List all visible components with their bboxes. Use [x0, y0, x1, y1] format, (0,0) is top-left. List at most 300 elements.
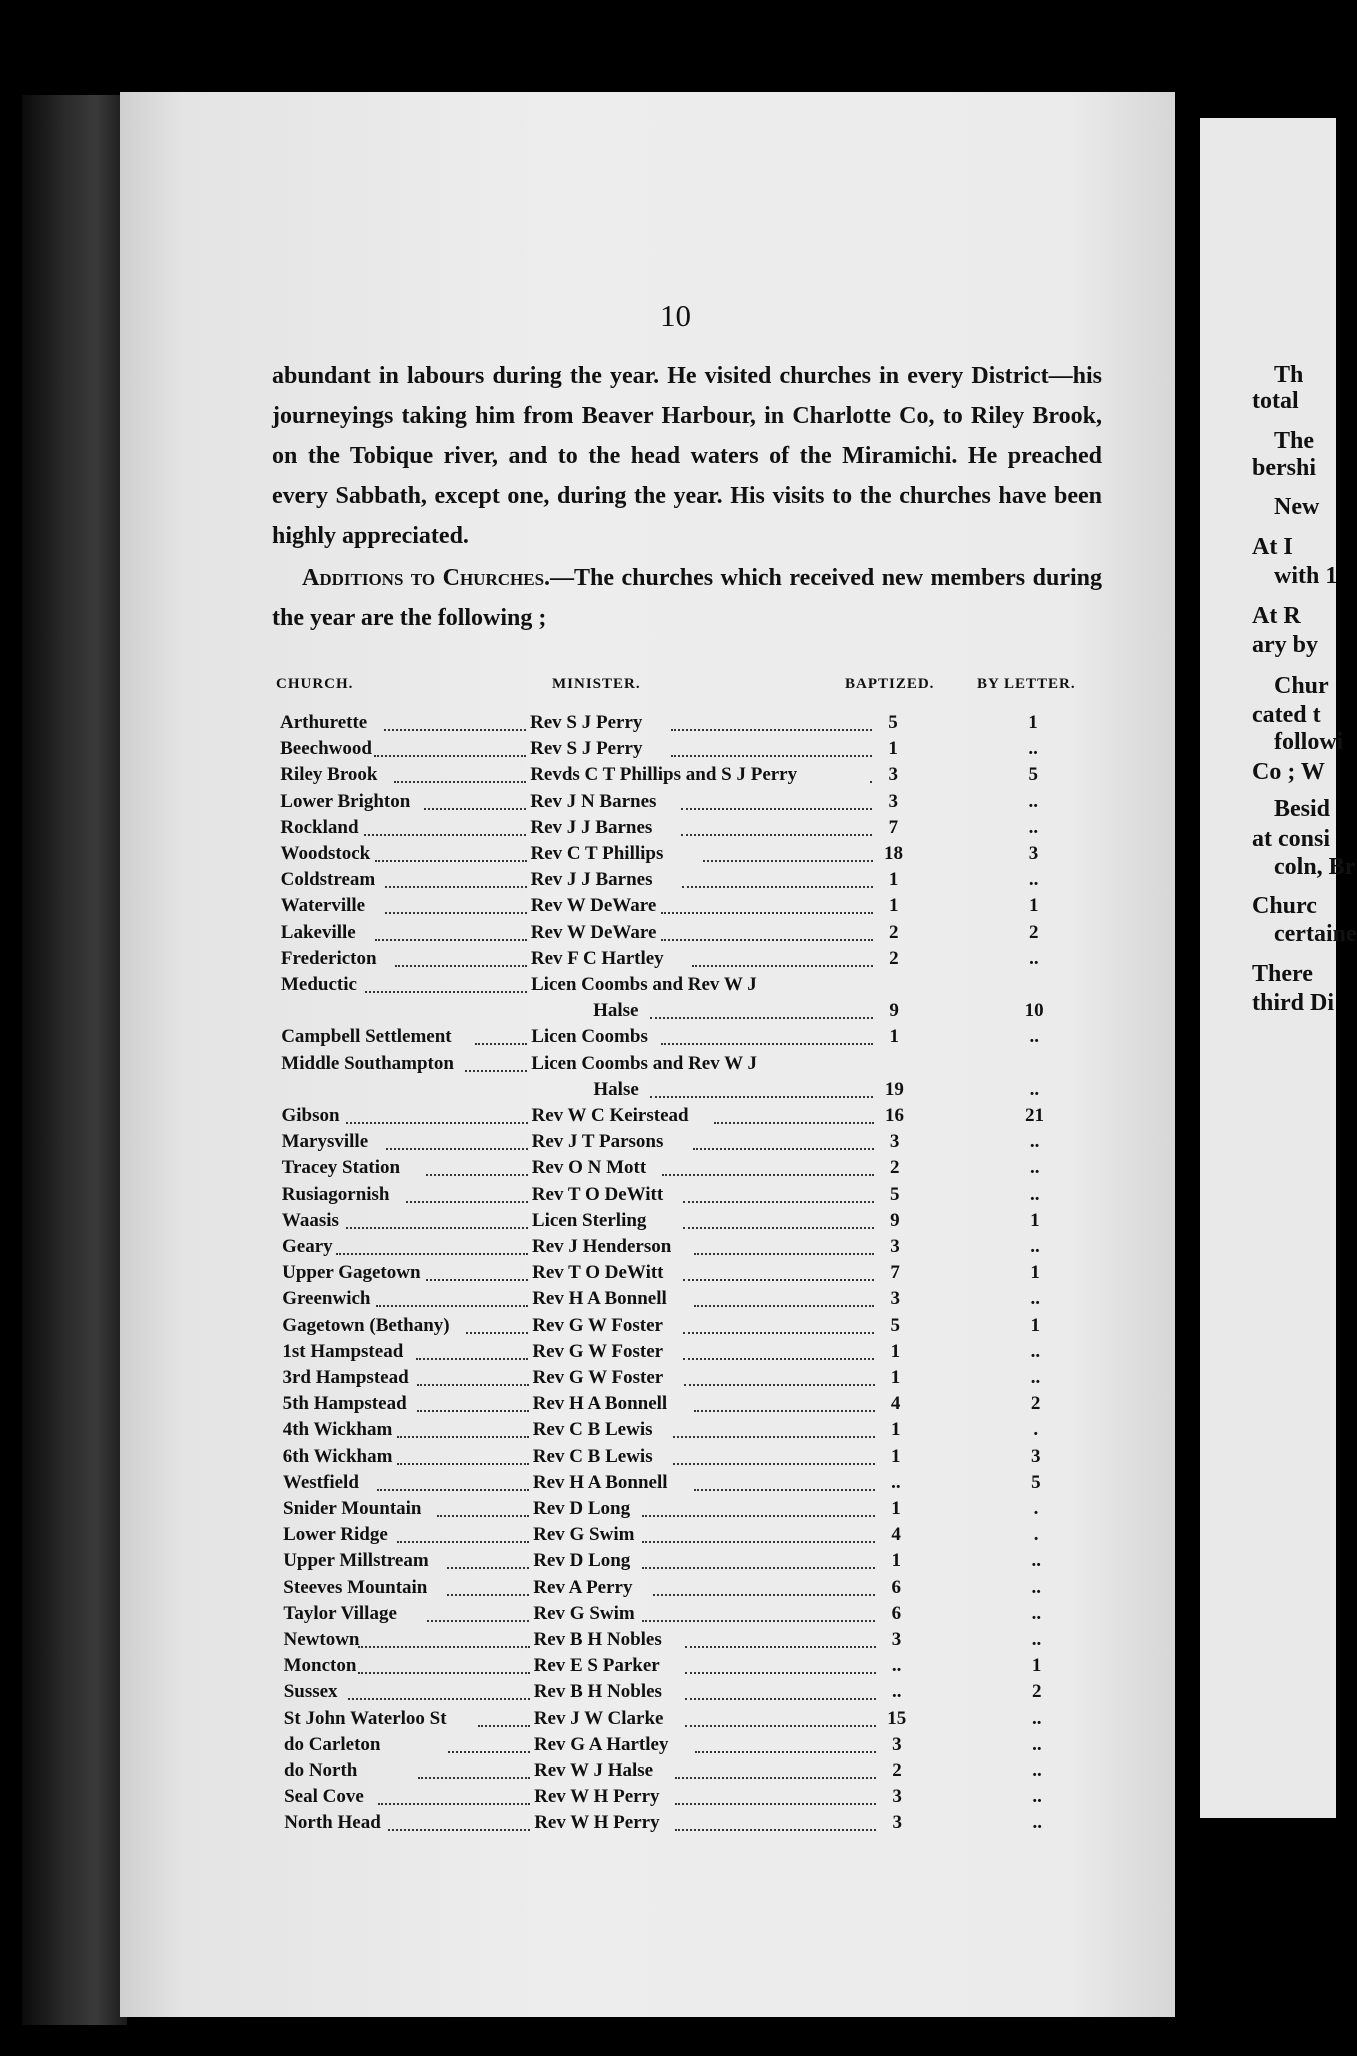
minister-cell: Rev H A Bonnell	[532, 1471, 668, 1493]
table-row	[284, 1760, 1104, 1786]
dot-leader	[870, 781, 872, 783]
minister-cell: Rev B H Nobles	[533, 1681, 662, 1703]
table-row	[281, 843, 1101, 869]
church-cell: 6th Wickham	[282, 1445, 393, 1467]
dot-leader	[661, 939, 873, 941]
minister-cell: Rev W DeWare	[530, 921, 657, 943]
baptized-cell: 3	[892, 1812, 902, 1834]
baptized-cell: 9	[889, 1000, 899, 1022]
dot-leader	[397, 1463, 529, 1465]
header-minister: MINISTER.	[552, 676, 641, 692]
table-row	[284, 1681, 1104, 1707]
church-cell: 3rd Hampstead	[282, 1367, 409, 1388]
minister-cell: Halse	[593, 1078, 639, 1100]
table-row	[283, 1577, 1103, 1603]
baptized-cell: 3	[892, 1786, 902, 1808]
dot-leader	[416, 1358, 528, 1360]
baptized-cell: 9	[890, 1209, 900, 1231]
by-letter-cell: 2	[1030, 1393, 1041, 1415]
right-page-fragment: Churc	[1252, 893, 1317, 919]
by-letter-cell: 3	[1031, 1445, 1041, 1467]
book-binding	[22, 95, 127, 2025]
minister-cell: Rev E S Parker	[533, 1655, 660, 1677]
header-by-letter: BY LETTER.	[977, 676, 1076, 692]
by-letter-cell: 1	[1030, 1209, 1040, 1231]
by-letter-cell: ..	[1032, 1733, 1042, 1755]
church-cell: Steeves Mountain	[283, 1576, 428, 1598]
table-row	[283, 1603, 1103, 1629]
baptized-cell: 3	[890, 1288, 900, 1310]
table-row	[281, 869, 1101, 895]
table-row	[282, 1131, 1102, 1157]
minister-cell: Licen Sterling	[531, 1209, 647, 1231]
church-cell: Greenwich	[282, 1288, 371, 1310]
right-page-edge	[1200, 118, 1357, 1818]
baptized-cell: 1	[891, 1445, 901, 1467]
dot-leader	[683, 1201, 874, 1203]
right-page-fragment: total	[1252, 388, 1299, 414]
minister-cell: Rev G Swim	[533, 1602, 635, 1624]
church-cell: Beechwood	[280, 738, 372, 760]
right-page-fragment: Th	[1274, 362, 1304, 388]
minister-cell: Rev B H Nobles	[533, 1629, 662, 1650]
minister-cell: Rev C T Phillips	[530, 843, 664, 864]
table-row	[280, 817, 1100, 843]
minister-cell: Rev C B Lewis	[532, 1445, 653, 1467]
dot-leader	[348, 1698, 530, 1700]
minister-cell: Rev J J Barnes	[530, 869, 653, 891]
right-page-fragment: Chur	[1274, 673, 1329, 699]
by-letter-cell: ..	[1032, 1707, 1042, 1729]
minister-cell: Rev G W Foster	[532, 1340, 664, 1362]
dot-leader	[358, 1646, 530, 1648]
minister-cell: Rev G W Foster	[532, 1314, 663, 1336]
by-letter-cell: ..	[1030, 1367, 1041, 1388]
baptized-cell: 1	[888, 738, 898, 760]
dot-leader	[675, 1829, 877, 1831]
dot-leader	[673, 1463, 875, 1465]
table-row	[282, 1341, 1102, 1367]
minister-cell: Rev W DeWare	[530, 895, 657, 917]
right-page-fragment: There	[1252, 961, 1313, 987]
by-letter-cell: ..	[1031, 1576, 1042, 1598]
church-cell: Riley Brook	[280, 764, 378, 786]
dot-leader	[693, 1148, 874, 1150]
minister-cell: Rev W C Keirstead	[531, 1105, 689, 1126]
right-page-fragment: The	[1274, 428, 1315, 454]
by-letter-cell: 1	[1031, 1655, 1042, 1677]
dot-leader	[662, 1174, 874, 1176]
dot-leader	[447, 1594, 529, 1596]
baptized-cell: 3	[889, 1131, 900, 1153]
dot-leader	[376, 1305, 528, 1307]
church-cell: Snider Mountain	[283, 1498, 422, 1519]
church-cell: Campbell Settlement	[281, 1026, 452, 1048]
by-letter-cell: ..	[1032, 1786, 1042, 1808]
minister-cell: Rev H A Bonnell	[532, 1393, 668, 1415]
table-row	[283, 1419, 1103, 1445]
by-letter-cell: 2	[1029, 921, 1039, 943]
dot-leader	[685, 1646, 876, 1648]
dot-leader	[437, 1515, 529, 1517]
table-row	[284, 1655, 1104, 1681]
baptized-cell: 1	[890, 1340, 901, 1362]
dot-leader	[675, 1777, 877, 1779]
table-row	[283, 1524, 1103, 1550]
church-cell: Lower Brighton	[280, 790, 411, 812]
dot-leader	[384, 729, 526, 731]
church-cell: Gibson	[281, 1105, 340, 1126]
baptized-cell: 1	[890, 1367, 901, 1388]
dot-leader	[685, 1672, 876, 1674]
dot-leader	[650, 1017, 874, 1019]
dot-leader	[694, 1410, 875, 1412]
baptized-cell: 19	[884, 1078, 904, 1100]
table-row	[281, 895, 1101, 921]
baptized-cell: 2	[889, 921, 899, 943]
dot-leader	[346, 1122, 528, 1124]
baptized-cell: 5	[890, 1314, 901, 1336]
dot-leader	[694, 1305, 875, 1307]
baptized-cell: 18	[884, 843, 903, 864]
table-row	[282, 1210, 1102, 1236]
right-page-fragment: ary by	[1252, 632, 1318, 658]
dot-leader	[650, 1096, 874, 1098]
dot-leader	[681, 808, 872, 810]
dot-leader	[397, 1541, 529, 1543]
baptized-cell: 16	[885, 1105, 904, 1126]
dot-leader	[475, 1043, 527, 1045]
table-row	[284, 1786, 1104, 1812]
church-cell: St John Waterloo St	[283, 1707, 447, 1729]
by-letter-cell: .	[1033, 1419, 1039, 1441]
dot-leader	[703, 860, 873, 862]
minister-cell: Rev T O DeWitt	[531, 1183, 664, 1205]
dot-leader	[683, 1227, 874, 1229]
minister-cell: Rev A Perry	[533, 1576, 633, 1598]
church-cell: Woodstock	[280, 843, 371, 864]
table-row	[281, 1026, 1101, 1052]
dot-leader	[426, 1279, 528, 1281]
paragraph-additions	[272, 558, 1102, 638]
table-row	[282, 1157, 1102, 1183]
church-cell: Waasis	[281, 1209, 339, 1231]
table-row	[284, 1734, 1104, 1760]
table-row	[280, 738, 1100, 764]
table-row	[282, 1262, 1102, 1288]
baptized-cell: 3	[892, 1733, 902, 1755]
dot-leader	[447, 1567, 529, 1569]
baptized-cell: 3	[888, 790, 899, 812]
table-row	[282, 1315, 1102, 1341]
baptized-cell: ..	[891, 1655, 902, 1677]
table-row	[281, 974, 1101, 1000]
baptized-cell: 2	[892, 1760, 902, 1781]
dot-leader	[375, 939, 527, 941]
baptized-cell: 6	[891, 1602, 902, 1624]
church-cell: Middle Southampton	[281, 1052, 454, 1074]
minister-cell: Rev G W Foster	[532, 1367, 664, 1388]
by-letter-cell: 5	[1028, 764, 1038, 786]
church-cell: North Head	[284, 1812, 381, 1834]
right-page-fragment: Co ; W	[1252, 759, 1325, 785]
church-cell: Seal Cove	[284, 1786, 364, 1808]
by-letter-cell: ..	[1031, 1629, 1042, 1650]
section-heading: Additions to Churches.	[302, 565, 551, 591]
minister-cell: Licen Coombs and Rev W J	[531, 1052, 758, 1074]
by-letter-cell: 1	[1028, 895, 1039, 917]
right-page-fragment: cated t	[1252, 702, 1321, 728]
right-page-fragment: at consi	[1252, 826, 1330, 852]
minister-cell: Rev S J Perry	[530, 712, 643, 733]
church-cell: do Carleton	[283, 1733, 381, 1755]
table-row	[280, 791, 1100, 817]
church-cell: Newtown	[283, 1629, 360, 1650]
minister-cell: Revds C T Phillips and S J Perry	[530, 764, 798, 786]
dot-leader	[642, 1620, 875, 1622]
paragraph-labours: abundant in labours during the year. He visited churches in every District—his journeyings taking him from Beaver Harbour, in Charlotte Co, to Riley Brook, on the Tobique river, and to the head waters of the Miramichi. He preached every Sabbath, except one, during the year. His visits to the churches have been highly appreciated.	[272, 363, 1102, 549]
by-letter-cell: ..	[1029, 1157, 1040, 1179]
baptized-cell: 1	[888, 869, 899, 891]
dot-leader	[685, 1725, 876, 1727]
church-cell: Coldstream	[280, 869, 376, 891]
dot-leader	[364, 834, 526, 836]
baptized-cell: 15	[887, 1707, 907, 1729]
minister-cell: Rev J J Barnes	[530, 816, 653, 838]
table-row	[281, 922, 1101, 948]
dot-leader	[374, 755, 526, 757]
minister-cell: Rev J W Clarke	[533, 1707, 664, 1729]
minister-cell: Rev C B Lewis	[532, 1419, 653, 1441]
table-row	[282, 1288, 1102, 1314]
table-row	[283, 1367, 1103, 1393]
dot-leader	[694, 1489, 875, 1491]
right-page-fragment: At I	[1252, 534, 1293, 560]
dot-leader	[385, 912, 527, 914]
dot-leader	[671, 755, 873, 757]
dot-leader	[394, 781, 526, 783]
dot-leader	[682, 886, 873, 888]
right-page-fragment: coln, Br	[1274, 854, 1356, 880]
dot-leader	[661, 1043, 873, 1045]
dot-leader	[465, 1070, 527, 1072]
table-row	[283, 1498, 1103, 1524]
dot-leader	[406, 1201, 528, 1203]
dot-leader	[358, 1672, 530, 1674]
church-cell: Lakeville	[280, 921, 356, 943]
baptized-cell: 1	[891, 1498, 901, 1519]
dot-leader	[681, 834, 872, 836]
by-letter-cell: ..	[1032, 1760, 1042, 1781]
dot-leader	[466, 1332, 528, 1334]
table-row	[282, 1236, 1102, 1262]
church-cell: Fredericton	[280, 947, 377, 969]
dot-leader	[417, 1410, 529, 1412]
baptized-cell: 7	[890, 1262, 900, 1284]
church-cell: Sussex	[283, 1681, 338, 1703]
dot-leader	[694, 1253, 875, 1255]
baptized-cell: ..	[891, 1681, 902, 1703]
minister-cell: Rev F C Hartley	[530, 947, 664, 969]
dot-leader	[377, 1489, 529, 1491]
dot-leader	[375, 860, 527, 862]
dot-leader	[685, 1698, 876, 1700]
table-row	[281, 1053, 1101, 1079]
table-row	[284, 1629, 1104, 1655]
table-row	[283, 1550, 1103, 1576]
dot-leader	[684, 1384, 875, 1386]
dot-leader	[653, 1594, 876, 1596]
minister-cell: Rev J T Parsons	[531, 1131, 664, 1153]
by-letter-cell: ..	[1030, 1288, 1040, 1310]
church-cell: Tracey Station	[281, 1157, 401, 1179]
dot-leader	[418, 1777, 530, 1779]
dot-leader	[683, 1332, 874, 1334]
minister-cell: Rev H A Bonnell	[532, 1288, 667, 1310]
by-letter-cell: ..	[1030, 1183, 1040, 1205]
church-cell: 1st Hampstead	[282, 1340, 404, 1362]
minister-cell: Rev J Henderson	[532, 1236, 672, 1257]
church-cell: Gagetown (Bethany)	[282, 1314, 450, 1336]
dot-leader	[395, 965, 527, 967]
right-page-fragment: bershi	[1252, 455, 1317, 481]
right-page-fragment: New	[1274, 494, 1320, 520]
dot-leader	[397, 1436, 529, 1438]
table-row	[284, 1812, 1104, 1838]
church-cell: Lower Ridge	[283, 1524, 388, 1546]
minister-cell: Rev W H Perry	[534, 1812, 660, 1834]
baptized-cell: 3	[888, 764, 898, 786]
minister-cell: Rev G A Hartley	[533, 1733, 669, 1755]
minister-cell: Rev W H Perry	[534, 1786, 660, 1808]
dot-leader	[695, 1751, 876, 1753]
dot-leader	[673, 1436, 875, 1438]
table-row	[280, 712, 1100, 738]
baptized-cell: 4	[890, 1393, 901, 1415]
baptized-cell: 1	[888, 895, 899, 917]
baptized-cell: 3	[890, 1236, 900, 1257]
table-row	[281, 1079, 1101, 1105]
dot-leader	[661, 912, 873, 914]
baptized-cell: 5	[888, 712, 898, 733]
by-letter-cell: ..	[1029, 947, 1039, 969]
church-cell: do North	[284, 1760, 358, 1781]
by-letter-cell: ..	[1028, 738, 1038, 760]
church-cell: Taylor Village	[283, 1602, 397, 1624]
dot-leader	[642, 1515, 875, 1517]
right-page-fragment: third Di	[1252, 990, 1335, 1016]
minister-cell: Halse	[593, 1000, 639, 1022]
dot-leader	[365, 991, 527, 993]
church-cell: Rusiagornish	[281, 1183, 390, 1205]
minister-cell: Rev G Swim	[533, 1524, 635, 1546]
dot-leader	[671, 729, 873, 731]
church-cell: Meductic	[281, 974, 357, 995]
right-page-fragment: with 1	[1274, 563, 1338, 589]
by-letter-cell: 21	[1025, 1105, 1044, 1126]
table-row	[282, 1105, 1102, 1131]
minister-cell: Rev S J Perry	[530, 738, 643, 760]
church-cell: Waterville	[280, 895, 366, 917]
table-row	[284, 1708, 1104, 1734]
church-cell: Moncton	[283, 1655, 357, 1677]
baptized-cell: 7	[888, 816, 899, 838]
by-letter-cell: 3	[1028, 843, 1039, 864]
dot-leader	[714, 1122, 874, 1124]
dot-leader	[448, 1751, 530, 1753]
baptized-cell: 2	[889, 947, 899, 969]
minister-cell: Rev D Long	[533, 1498, 631, 1519]
by-letter-cell: 1	[1028, 712, 1038, 733]
baptized-cell: 1	[889, 1026, 899, 1048]
right-page-fragment: At R	[1252, 603, 1301, 629]
by-letter-cell: ..	[1031, 1550, 1041, 1572]
by-letter-cell: ..	[1030, 1236, 1040, 1257]
dot-leader	[642, 1567, 875, 1569]
table-row	[280, 764, 1100, 790]
church-cell: Upper Gagetown	[282, 1262, 421, 1284]
by-letter-cell: ..	[1030, 1340, 1041, 1362]
church-cell: Upper Millstream	[283, 1550, 429, 1572]
dot-leader	[388, 1829, 530, 1831]
dot-leader	[427, 1620, 529, 1622]
table-row	[283, 1393, 1103, 1419]
baptized-cell: 1	[891, 1550, 901, 1572]
dot-leader	[478, 1725, 530, 1727]
section-intro: —The churches which received new members during the year are the following ;	[272, 565, 1102, 631]
dot-leader	[346, 1227, 528, 1229]
right-page-fragment: Besid	[1274, 796, 1331, 822]
church-cell: Westfield	[282, 1471, 359, 1493]
by-letter-cell: ..	[1031, 1602, 1042, 1624]
right-page-fragment: certaine	[1274, 921, 1357, 947]
minister-cell: Rev O N Mott	[531, 1157, 647, 1179]
dot-leader	[378, 1803, 530, 1805]
baptized-cell: 3	[891, 1629, 902, 1650]
baptized-cell: ..	[891, 1471, 901, 1493]
dot-leader	[683, 1358, 874, 1360]
church-cell: Rockland	[280, 816, 359, 838]
by-letter-cell: .	[1033, 1498, 1039, 1519]
dot-leader	[675, 1803, 877, 1805]
church-cell: Marysville	[281, 1131, 369, 1153]
by-letter-cell: 1	[1030, 1262, 1040, 1284]
by-letter-cell: 2	[1031, 1681, 1042, 1703]
table-row	[283, 1472, 1103, 1498]
table-row	[282, 1184, 1102, 1210]
by-letter-cell: ..	[1032, 1812, 1042, 1834]
dot-leader	[385, 886, 527, 888]
minister-cell: Rev T O DeWitt	[532, 1262, 664, 1284]
dot-leader	[426, 1174, 528, 1176]
dot-leader	[417, 1384, 529, 1386]
minister-cell: Rev J N Barnes	[530, 790, 657, 812]
dot-leader	[692, 965, 873, 967]
by-letter-cell: 5	[1031, 1471, 1041, 1493]
minister-cell: Rev D Long	[533, 1550, 631, 1572]
by-letter-cell: 1	[1030, 1314, 1041, 1336]
church-cell: 5th Hampstead	[282, 1393, 407, 1415]
church-cell: 4th Wickham	[282, 1419, 393, 1441]
by-letter-cell: ..	[1028, 816, 1039, 838]
page-number: 10	[660, 298, 691, 333]
by-letter-cell: .	[1033, 1524, 1039, 1546]
header-church: CHURCH.	[276, 676, 354, 692]
by-letter-cell: ..	[1029, 1078, 1040, 1100]
table-row	[281, 1000, 1101, 1026]
dot-leader	[386, 1148, 528, 1150]
minister-cell: Rev W J Halse	[534, 1760, 654, 1781]
